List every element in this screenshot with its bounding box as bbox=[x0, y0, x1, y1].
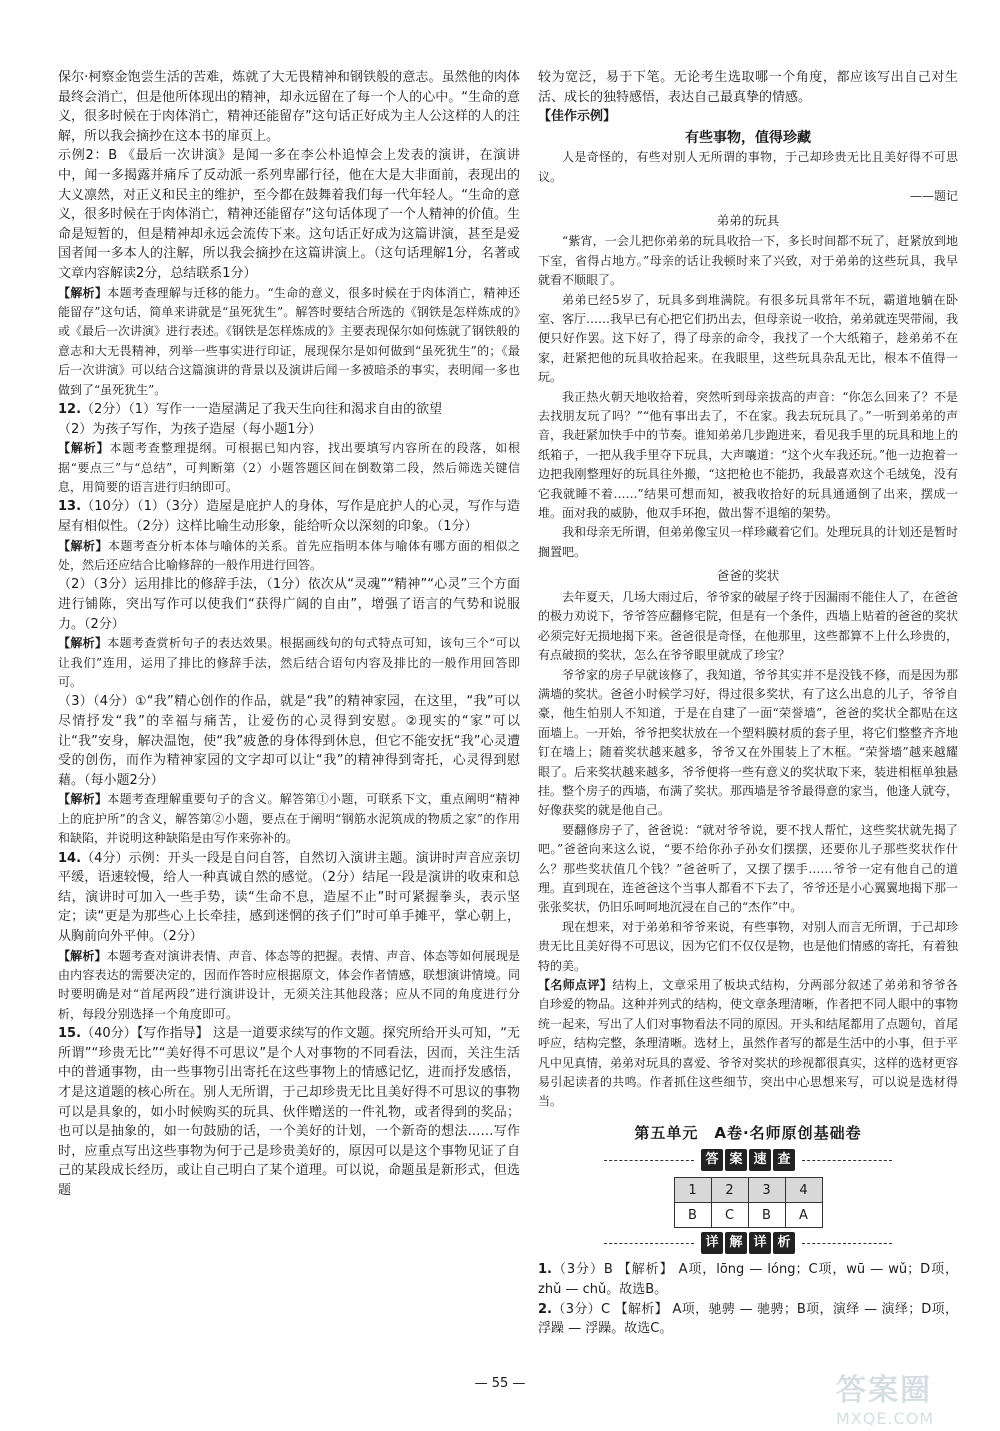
divider bbox=[604, 1160, 694, 1161]
question-14 bbox=[58, 849, 520, 947]
banner-char: 案 bbox=[725, 1149, 747, 1171]
essay-paragraph: 我和母亲无所谓，但弟弟像宝贝一样珍藏着它们。处理玩具的计划还是暂时搁置吧。 bbox=[538, 525, 959, 559]
banner-char: 速 bbox=[749, 1149, 771, 1171]
analysis-text: 本题考查对演讲表情、声音、体态等的把握。表情、声音、体态等如何展现是由内容表达的需要决定的，因而作答时应根据原文，体会作者情感，联想演讲情境。同时要明确是对“首尾两段”进行演讲设计，无须关注其他段落；应从不同的角度进行分析，每段分别选择一个角度即可。 bbox=[58, 948, 520, 1021]
epigraph-signature: ——题记 bbox=[909, 189, 958, 204]
analysis-text: 本题考查理解重要句子的含义。解答第①小题，可联系下文，重点阐明“精神上的庇护所”的含义，解答第②小题，要点在于阐明“钢筋水泥筑成的物质之家”的作用和缺陷，并说明这种缺陷是由写作来弥补的。 bbox=[58, 792, 520, 846]
essay-paragraph: 去年夏天，几场大雨过后，爷爷家的破屋子终于因漏雨不能住人了，在爸爸的极力劝说下，爷爷答应翻修宅院，但是有一个条件，西墙上贴着的爸爸的奖状必须完好无损地揭下来。爸爸很是奇怪，在他那里，这些都算不上什么珍贵的，有点破损的奖状，怎么在爷爷眼里就成了珍宝？ bbox=[538, 589, 959, 663]
table-header-cell: 2 bbox=[711, 1178, 748, 1203]
answer-paragraph: 较为宽泛，易于下笔。无论考生选取哪一个角度，都应该写出自己对生活、成长的独特感悟，表达自己最真挚的情感。 bbox=[538, 70, 958, 105]
comment-text: 结构上，文章采用了板块式结构，分两部分叙述了弟弟和爷爷各自珍爱的物品。这种并列式的结构，使文章条理清晰，作者把不同人眼中的事物统一起来，写出了人们对事物看法不同的原因。开头和结尾都用了点题句，首尾呼应，结构完整，条理清晰。选材上，虽然作者写的都是生活中的小事，但于平凡中见真情，弟弟对玩具的喜爱、爷爷对奖状的珍视都很真实，这样的选材更容易引起读者的共鸣。作者抓住这些细节，突出中心思想来写，可以说是选材得当。 bbox=[538, 978, 959, 1109]
essay-paragraph: “紫宵，一会儿把你弟弟的玩具收拾一下，多长时间都不玩了，赶紧放到地下室，省得占地方。”母亲的话让我顿时来了兴致，对于弟弟的这些玩具，我早就看不顺眼了。 bbox=[538, 234, 958, 288]
analysis-tag: 【解析】 bbox=[58, 441, 110, 456]
answer-item-2 bbox=[538, 1300, 958, 1339]
banner-char: 析 bbox=[773, 1232, 795, 1254]
page-number: — 55 — bbox=[474, 1376, 526, 1391]
question-number: 1. bbox=[538, 1262, 552, 1278]
table-header-cell: 3 bbox=[748, 1178, 785, 1203]
question-13 bbox=[58, 497, 520, 536]
question-number: 12. bbox=[58, 401, 82, 417]
table-cell: B bbox=[674, 1203, 711, 1228]
analysis-tag: 【解析】 bbox=[58, 792, 108, 807]
answer-text: （3分）B 【解析】 A项，lōng — lóng；C项，wū — wǔ；D项，zhǔ — chǔ。故选B。 bbox=[538, 1262, 958, 1298]
analysis-tag: 【解析】 bbox=[58, 636, 108, 651]
question-number: 14. bbox=[58, 850, 82, 866]
analysis-paragraph bbox=[58, 790, 520, 848]
analysis-tag: 【解析】 bbox=[58, 285, 108, 300]
divider bbox=[802, 1243, 892, 1244]
analysis-paragraph bbox=[58, 284, 520, 400]
unit-title: 第五单元 A卷·名师原创基础卷 bbox=[634, 1123, 862, 1142]
left-column bbox=[58, 68, 520, 1201]
answer-quick-check-banner bbox=[538, 1149, 958, 1171]
banner-char: 详 bbox=[701, 1232, 723, 1254]
question-15 bbox=[58, 1024, 520, 1200]
banner-label bbox=[700, 1232, 796, 1254]
analysis-paragraph bbox=[58, 634, 520, 692]
example-tag: 【佳作示例】 bbox=[538, 109, 617, 125]
analysis-paragraph bbox=[58, 537, 520, 576]
essay-paragraph: 我正热火朝天地收拾着，突然听到母亲拔高的声音：“你怎么回来了？不是去找朋友玩了吗？”“他有事出去了，不在家。我去玩玩具了。”一听到弟弟的声音，我赶紧加快手中的节奏。谁知弟弟几步跑进来，看见我手里的玩具和地上的纸箱子，一把从我手里夺下玩具，大声嚷道：“这个火车我还玩。”他一边抱着一边把我刚整理好的玩具往外搬，“这把枪也不能扔，我最喜欢这个毛绒兔，没有它我就睡不着……”结果可想而知，被我收拾好的玩具通通倒了出来，摆成一堆。面对我的威胁，他双手环抱，做出誓不退缩的架势。 bbox=[538, 389, 959, 521]
answer-text: （4分）示例：开头一段是自问自答，自然切入演讲主题。演讲时声音应亲切平缓，语速较慢，给人一种真诚自然的感觉。（2分）结尾一段是演讲的收束和总结，演讲时可加入一些手势，读“生命不息，造屋不止”时可紧握拳头，表示坚定；读“更是为那些心上长牵挂，感到迷惘的孩子们”时可单手摊平，掌心朝上，从胸前向外平伸。（2分） bbox=[58, 850, 520, 944]
analysis-text: 本题考查分析本体与喻体的关系。首先应指明本体与喻体有哪方面的相似之处，然后还应结合比喻修辞的一般作用进行回答。 bbox=[58, 538, 520, 572]
table-row bbox=[674, 1203, 822, 1228]
divider bbox=[802, 1160, 892, 1161]
banner-char: 答 bbox=[701, 1149, 723, 1171]
teacher-comment bbox=[538, 976, 958, 1112]
analysis-text: 本题考查理解与迁移的能力。“生命的意义，很多时候在于肉体消亡，精神还能留存”这句话，简单来讲就是“虽死犹生”。解答时要结合所选的《钢铁是怎样炼成的》或《最后一次讲演》进行表述。《钢铁是怎样炼成的》主要表现保尔如何炼就了钢铁般的意志和大无畏精神，列举一些事实进行印证，展现保尔是如何做到“虽死犹生”的；《最后一次讲演》可以结合这篇演讲的背景以及演讲后闻一多被暗杀的事实，表明闻一多也做到了“虽死犹生”。 bbox=[58, 285, 521, 397]
banner-char: 查 bbox=[773, 1149, 795, 1171]
essay-paragraph: 要翻修房子了，爸爸说：“就对爷爷说，要不找人帮忙，这些奖状就先揭了吧。”爸爸向来这么说，“要不给你孙子孙女们摆摆，还要你儿子那些奖状作什么？那些奖状值几个钱？”爸爸听了，又摆了摆手……爷爷一定有他自己的道理。直到现在，连爸爸这个当事人都看不下去了，爷爷还是小心翼翼地揭下那一张张奖状，仍旧乐呵呵地沉浸在自己的“杰作”中。 bbox=[538, 822, 959, 915]
essay-subheading: 弟弟的玩具 bbox=[716, 212, 780, 228]
banner-label bbox=[700, 1149, 796, 1171]
answer-paragraph: （3）（4分）①“我”精心创作的作品，就是“我”的精神家园，在这里，“我”可以尽情抒发“我”的幸福与痛苦，让爱伤的心灵得到安慰。②现实的“家”可以让“我”安身，解决温饱，使“我”疲惫的身体得到休息，但它不能安抚“我”心灵遭受的创伤，而作为精神家园的文字却可以让“我”的精神得到寄托，心灵得到慰藉。（每小题2分） bbox=[58, 694, 520, 788]
analysis-tag: 【解析】 bbox=[58, 948, 107, 963]
essay-paragraph: 现在想来，对于弟弟和爷爷来说，有些事物，对别人而言无所谓，于己却珍贵无比且美好得不可思议，因为它们不仅仅是物，也是他们情感的寄托，有着独特的美。 bbox=[538, 919, 959, 973]
answer-paragraph: （2）（3分）运用排比的修辞手法，（1分）依次从“灵魂”“精神”“心灵”三个方面进行铺陈，突出写作可以使我们“获得广阔的自由”，增强了语言的气势和说服力。（2分） bbox=[58, 577, 520, 632]
watermark-url: MXQE.COM bbox=[836, 1409, 935, 1428]
table-cell: A bbox=[785, 1203, 822, 1228]
answer-text: （3分）C 【解析】 A项，驰骋 — 驰骋；B项，演绎 — 演绎；D项，浮躁 — 浮躁。故选C。 bbox=[538, 1301, 958, 1337]
analysis-text: 本题考查赏析句子的表达效果。根据画线句的句式特点可知，该句三个“可以让我们”连用，运用了排比的修辞手法，然后结合语句内容及排比的一般作用回答即可。 bbox=[58, 636, 520, 689]
divider bbox=[604, 1243, 694, 1244]
table-header-cell: 1 bbox=[674, 1178, 711, 1203]
essay-title: 有些事物，值得珍藏 bbox=[685, 129, 811, 146]
answer-text: （2分）（1）写作一一造屋满足了我天生向往和渴求自由的欲望 bbox=[81, 401, 443, 417]
answer-paragraph: （2）为孩子写作，为孩子造屋（每小题1分） bbox=[58, 421, 322, 437]
answer-text: （40分）【写作指导】 这是一道要求续写的作文题。探究所给开头可知，“无所谓”“珍贵无比”“美好得不可思议”是个人对事物的不同看法，因而，关注生活中的普通事物，由一些事物引出寄托在这些事物上的情感记忆，进而抒发感悟，才是这道题的核心所在。别人无所谓，于己却珍贵无比且美好得不可思议的事物可以是具象的，如小时候购买的玩具、伙伴赠送的一件礼物，或者得到的奖品；也可以是抽象的，如一句鼓励的话，一个美好的计划，一个新奇的想法……写作时，应重点写出这些事物为何于己是珍贵美好的，原因可以是这个事物见证了自己的某段成长经历，或让自己明白了某个道理。可以说，命题虽是新形式，但选题 bbox=[58, 1026, 520, 1198]
answer-table bbox=[674, 1177, 823, 1228]
analysis-text: 本题考查整理提纲。可根据已知内容，找出要填写内容所在的段落，如根据“要点三”与“总结”，可判断第（2）小题答题区间在倒数第二段，然后筛选关键信息，用简要的语言进行归纳即可。 bbox=[58, 441, 520, 494]
essay-epigraph: 人是奇怪的，有些对别人无所谓的事物，于己却珍贵无比且美好得不可思议。 bbox=[538, 150, 958, 184]
table-header-row bbox=[674, 1178, 822, 1203]
essay-subheading: 爸爸的奖状 bbox=[716, 568, 780, 584]
watermark-logo bbox=[836, 1365, 986, 1427]
watermark-text: 答案圈 bbox=[836, 1373, 932, 1408]
essay-paragraph: 爷爷家的房子早就该修了，我知道，爷爷其实并不是没钱不修，而是因为那满墙的奖状。爸爸小时候学习好，得过很多奖状，有了这么出息的儿子，爷爷自豪，他生怕别人不知道，于是在自建了一面“荣誉墙”，爸爸的奖状全都贴在这面墙上。一开始，爷爷把奖状放在一个塑料膜材质的套子里，将它们整整齐齐地钉在墙上；随着奖状越来越多，爷爷又在外围装上了木框。“荣誉墙”越来越耀眼了。后来奖状越来越多，爷爷便将一些有意义的奖状取下来，装进相框单独悬挂。整个房子的西墙，布满了奖状。那西墙是爷爷最得意的家当，他逢人就夸，好像获奖的就是他自己。 bbox=[538, 667, 959, 818]
table-cell: B bbox=[748, 1203, 785, 1228]
analysis-paragraph bbox=[58, 439, 520, 497]
banner-char: 详 bbox=[749, 1232, 771, 1254]
answer-paragraph: 示例2：B 《最后一次讲演》是闻一多在李公朴追悼会上发表的演讲，在演讲中，闻一多揭露并痛斥了反动派一系列卑鄙行径，他在大是大非面前，表现出的大义凛然，对正义和民主的维护，至今都在鼓舞着我们每一代年轻人。“生命的意义，很多时候在于肉体消亡，精神还能留存”这句话体现了一个人精神的价值。生命是短暂的，但是精神却永远会流传下来。这句话正好成为这篇讲演，甚至是爱国者闻一多本人的注解，所以我会摘抄在这篇讲演上。（这句话理解1分，名著或文章内容解读2分，总结联系1分） bbox=[58, 148, 520, 281]
table-header-cell: 4 bbox=[785, 1178, 822, 1203]
answer-text: （10分）（1）（3分）造屋是庇护人的身体，写作是庇护人的心灵，写作与造屋有相似性。（2分）这样比喻生动形象，能给听众以深刻的印象。（1分） bbox=[58, 499, 520, 534]
question-12 bbox=[58, 400, 520, 420]
answer-item-1 bbox=[538, 1260, 958, 1299]
analysis-paragraph bbox=[58, 947, 520, 1025]
detailed-explanation-banner bbox=[538, 1232, 958, 1254]
question-number: 13. bbox=[58, 499, 82, 515]
essay-paragraph: 弟弟已经5岁了，玩具多到堆满院。有很多玩具常年不玩，霸道地躺在卧室、客厅……我早已有心把它们扔出去，但母亲说一收拾，弟弟就连哭带闹，我便只好作罢。这下好了，得了母亲的命令，我找了一个大纸箱子，趁弟弟不在家，赶紧把他的玩具收拾起来。在我眼里，这些玩具杂乱无比，根本不值得一玩。 bbox=[538, 292, 959, 385]
question-number: 15. bbox=[58, 1026, 82, 1042]
analysis-tag: 【解析】 bbox=[58, 538, 108, 553]
banner-char: 解 bbox=[725, 1232, 747, 1254]
question-number: 2. bbox=[538, 1301, 552, 1317]
answer-paragraph: 保尔·柯察金饱尝生活的苦难，炼就了大无畏精神和钢铁般的意志。虽然他的肉体最终会消亡，但是他所体现出的精神，却永远留在了每一个人的心中。“生命的意义，很多时候在于肉体消亡，精神还能留存”这句话正好成为主人公这样的人的注解，所以我会摘抄在这本书的扉页上。 bbox=[58, 70, 520, 144]
table-cell: C bbox=[711, 1203, 748, 1228]
right-column bbox=[538, 68, 958, 1339]
comment-tag: 【名师点评】 bbox=[538, 978, 613, 992]
